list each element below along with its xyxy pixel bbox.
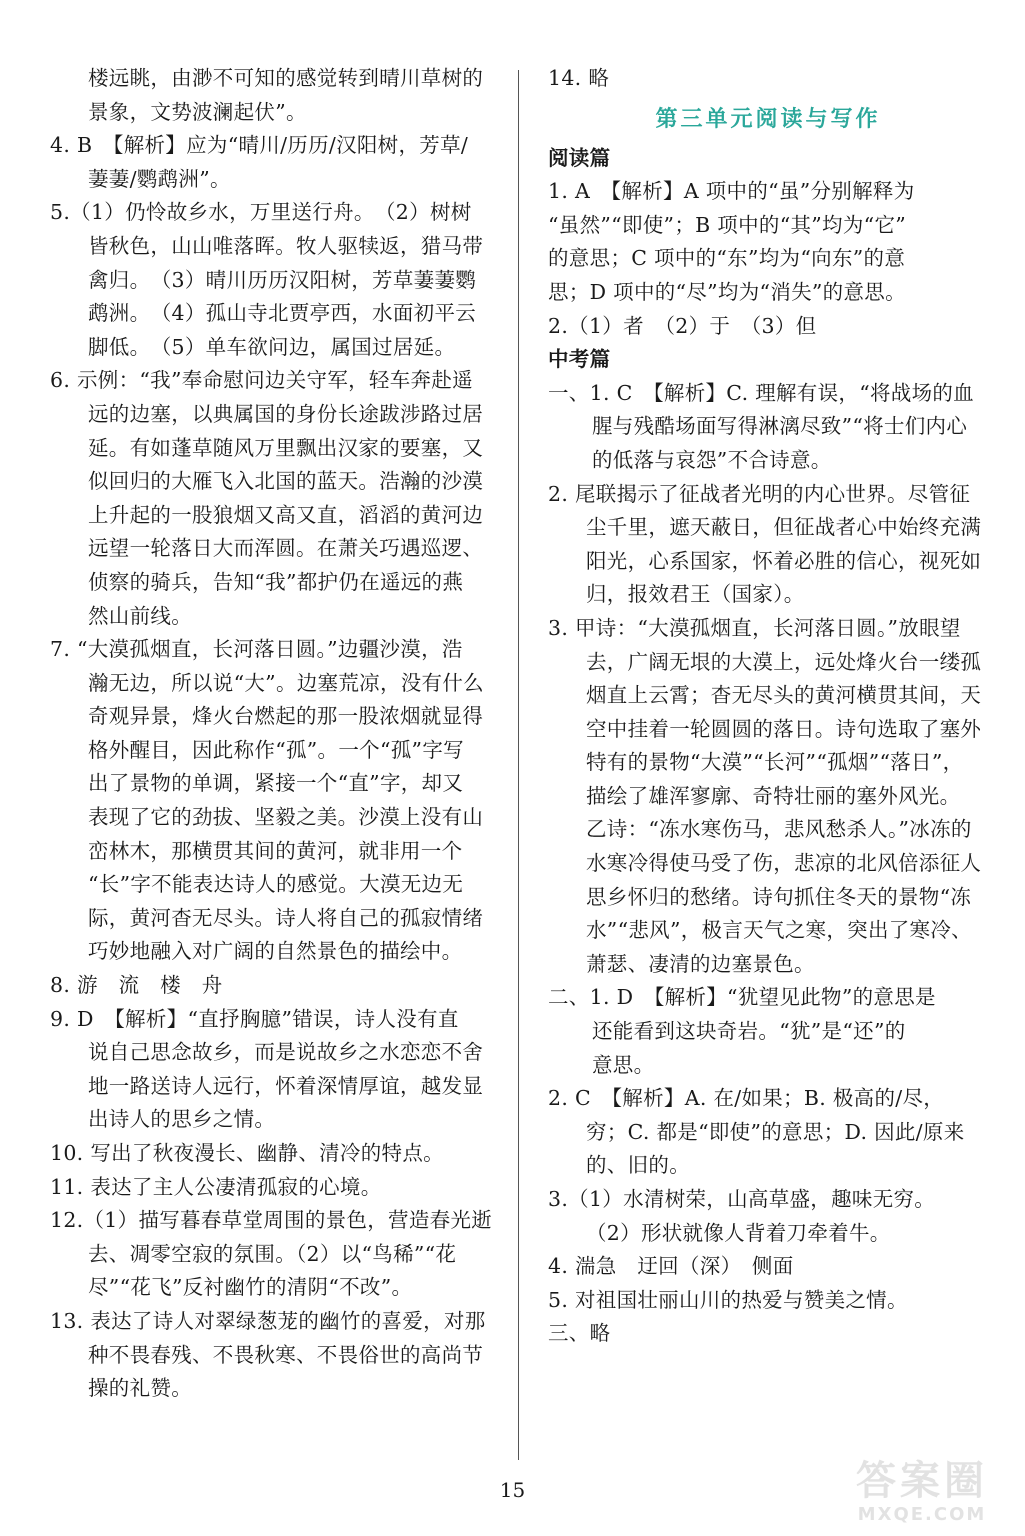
watermark-text: 答案圈 <box>856 1458 988 1504</box>
text-line: 瀚无边，所以说“大”。边塞荒凉，没有什么 <box>88 670 484 695</box>
text-line: 空中挂着一轮圆圆的落日。诗句选取了塞外 <box>586 716 982 741</box>
watermark-url: MXQE.COM <box>857 1504 987 1525</box>
text-line: 去，广阔无垠的大漠上，远处烽火台一缕孤 <box>586 649 982 674</box>
text-line: 三、略 <box>548 1321 611 1346</box>
text-line: 远望一轮落日大而浑圆。在萧关巧遇巡逻、 <box>88 536 484 561</box>
text-line: 一、1. C 【解析】C. 理解有误，“将战场的血 <box>548 380 974 405</box>
text-line: 峦林木，那横贯其间的黄河，就非用一个 <box>88 838 463 863</box>
text-line: 14. 略 <box>548 66 610 90</box>
text-line: （2）形状就像人背着刀牵着牛。 <box>586 1220 891 1245</box>
text-line: 上升起的一股狼烟又高又直，滔滔的黄河边 <box>88 502 484 527</box>
text-line: 13. 表达了诗人对翠绿葱茏的幽竹的喜爱，对那 <box>50 1308 486 1333</box>
text-line: 远的边塞，以典属国的身份长途跋涉路过居 <box>88 401 484 426</box>
text-line: 说自己思念故乡，而是说故乡之水恋恋不舍 <box>88 1040 484 1065</box>
text-line: 烟直上云霄；杳无尽头的黄河横贯其间，天 <box>586 683 982 708</box>
text-line: 乙诗：“冻水寒伤马，悲风愁杀人。”冰冻的 <box>586 817 972 842</box>
text-line: 萧瑟、凄清的边塞景色。 <box>586 951 815 976</box>
text-line: 的、旧的。 <box>586 1153 690 1178</box>
text-line: 4. B 【解析】应为“晴川/历历/汉阳树，芳草/ <box>50 133 469 158</box>
text-line: “长”字不能表达诗人的感觉。大漠无边无 <box>88 872 464 897</box>
text-line: 9. D 【解析】“直抒胸臆”错误，诗人没有直 <box>50 1006 459 1031</box>
text-line: 似回归的大雁飞入北国的蓝天。浩瀚的沙漠 <box>88 469 484 494</box>
text-line: 穷；C. 都是“即使”的意思；D. 因此/原来 <box>586 1119 965 1144</box>
text-line: 脚低。 （5）单车欲问边，属国过居延。 <box>88 334 456 359</box>
text-line: 然山前线。 <box>88 603 192 628</box>
text-line: 奇观异景，烽火台燃起的那一股浓烟就显得 <box>88 704 484 729</box>
text-line: 特有的景物“大漠”“长河”“孤烟”“落日”， <box>586 750 964 775</box>
text-line: 侦察的骑兵，告知“我”都护仍在遥远的燕 <box>88 569 464 594</box>
text-line: 11. 表达了主人公凄清孤寂的心境。 <box>50 1174 382 1199</box>
text-line: 去、凋零空寂的氛围。（2）以“鸟稀”“花 <box>88 1241 457 1266</box>
text-line: 腥与残酷场面写得淋漓尽致”“将士们内心 <box>592 414 968 439</box>
text-line: 阳光，心系国家，怀着必胜的信心，视死如 <box>586 548 982 573</box>
watermark-logo <box>837 1458 1007 1530</box>
text-line: 描绘了雄浑寥廓、奇特壮丽的塞外风光。 <box>586 783 961 808</box>
page-number: 15 <box>499 1478 526 1502</box>
text-line: 7. “大漠孤烟直，长河落日圆。”边疆沙漠，浩 <box>50 637 463 662</box>
text-line: 归，报效君王（国家）。 <box>586 582 805 607</box>
text-line: 思；D 项中的“尽”均为“消失”的意思。 <box>548 279 906 304</box>
text-line: 水寒冷得使马受了伤，悲凉的北风倍添征人 <box>586 851 982 876</box>
text-line: 8. 游 流 楼 舟 <box>50 973 223 998</box>
text-line: 禽归。 （3）晴川历历汉阳树，芳草萋萋鹦 <box>88 267 477 292</box>
right-column <box>548 62 988 1351</box>
text-line: 的意思；C 项中的“东”均为“向东”的意 <box>548 246 906 271</box>
text-line: 2. C 【解析】A. 在/如果；B. 极高的/尽， <box>548 1086 945 1111</box>
text-line: 2.（1）者 （2）于 （3）但 <box>548 313 817 338</box>
text-line: 萋萋/鹦鹉洲”。 <box>88 166 231 191</box>
text-line: 表现了它的劲拔、坚毅之美。沙漠上没有山 <box>88 805 484 830</box>
text-line: 4. 湍急 迂回（深） 侧面 <box>548 1254 794 1279</box>
text-line: 水”“悲风”，极言天气之寒，突出了寒冷、 <box>586 918 972 943</box>
text-line: 巧妙地融入对广阔的自然景色的描绘中。 <box>88 939 463 964</box>
text-line: 1. A 【解析】A 项中的“虽”分别解释为 <box>548 179 915 204</box>
text-line: 地一路送诗人远行，怀着深情厚谊，越发显 <box>88 1073 484 1098</box>
text-line: 3. 甲诗：“大漠孤烟直，长河落日圆。”放眼望 <box>548 615 961 640</box>
text-line: 种不畏春残、不畏秋寒、不畏俗世的高尚节 <box>88 1342 484 1367</box>
text-line: 5.（1）仍怜故乡水，万里送行舟。 （2）树树 <box>50 200 472 225</box>
text-line: 出了景物的单调，紧接一个“直”字，却又 <box>88 771 464 796</box>
text-line: 皆秋色，山山唯落晖。牧人驱犊返，猎马带 <box>88 233 484 258</box>
column-divider <box>518 70 519 1460</box>
text-line: 出诗人的思乡之情。 <box>88 1107 276 1132</box>
left-column <box>50 62 493 1406</box>
text-line: 延。有如蓬草随风万里飘出汉家的要塞，又 <box>88 435 484 460</box>
text-line: 尘千里，遮天蔽日，但征战者心中始终充满 <box>586 515 982 540</box>
section-heading: 中考篇 <box>548 347 611 372</box>
text-line: 格外醒目，因此称作“孤”。一个“孤”字写 <box>88 737 464 762</box>
text-line: 楼远眺，由渺不可知的感觉转到晴川草树的 <box>88 66 484 90</box>
text-line: 际，黄河杳无尽头。诗人将自己的孤寂情绪 <box>88 905 484 930</box>
text-line: 10. 写出了秋夜漫长、幽静、清冷的特点。 <box>50 1141 444 1165</box>
text-line: “虽然”“即使”；B 项中的“其”均为“它” <box>548 212 907 237</box>
section-heading: 阅读篇 <box>548 145 611 170</box>
text-line: 2. 尾联揭示了征战者光明的内心世界。尽管征 <box>548 481 971 506</box>
text-line: 二、1. D 【解析】“犹望见此物”的意思是 <box>548 985 936 1010</box>
text-line: 操的礼赞。 <box>88 1376 192 1401</box>
text-line: 鹉洲。 （4）孤山寺北贾亭西，水面初平云 <box>88 301 477 326</box>
text-line: 6. 示例：“我”奉命慰问边关守军，轻车奔赴遥 <box>50 368 473 393</box>
text-line: 的低落与哀怨”不合诗意。 <box>592 447 832 472</box>
text-line: 意思。 <box>592 1052 655 1077</box>
text-line: 还能看到这块奇岩。“犹”是“还”的 <box>592 1019 906 1044</box>
text-line: 思乡怀归的愁绪。诗句抓住冬天的景物“冻 <box>586 884 972 909</box>
text-line: 12.（1）描写暮春草堂周围的景色，营造春光逝 <box>50 1208 493 1233</box>
text-line: 5. 对祖国壮丽山川的热爱与赞美之情。 <box>548 1287 908 1312</box>
text-line: 景象，文势波澜起伏”。 <box>88 99 307 124</box>
section-title: 第三单元阅读与写作 <box>655 106 881 132</box>
text-line: 3.（1）水清树荣，山高草盛，趣味无穷。 <box>548 1187 936 1211</box>
text-line: 尽”“花飞”反衬幽竹的清阴“不改”。 <box>88 1275 413 1300</box>
